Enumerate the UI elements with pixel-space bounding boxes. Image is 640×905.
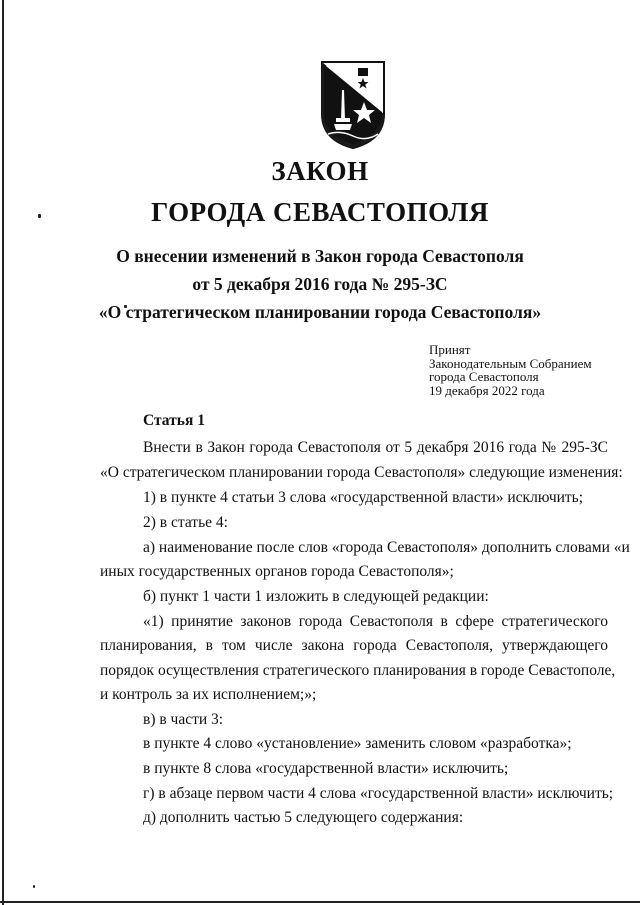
body-line: планирования, в том числе закона города Севастополя, утверждающего <box>100 637 608 654</box>
body-line: «1) принятие законов города Севастополя в сфере стратегического <box>143 613 608 630</box>
scan-speck <box>33 885 35 888</box>
body-line: г) в абзаце первом части 4 слова «государственной власти» исключить; <box>143 785 614 802</box>
body-line: Внести в Закон города Севастополя от 5 декабря 2016 года № 295-ЗС <box>143 439 608 456</box>
body-line: порядок осуществления стратегического планирования в городе Севастополе, <box>100 662 616 679</box>
body-line: б) пункт 1 части 1 изложить в следующей редакции: <box>143 588 489 605</box>
body-line: д) дополнить частью 5 следующего содержания: <box>143 809 464 826</box>
adoption-line: Законодательным Собранием <box>429 355 592 371</box>
scan-border-bottom <box>0 901 640 903</box>
sevastopol-coat-of-arms-icon <box>320 60 386 150</box>
subtitle-line-2: от 5 декабря 2016 года № 295-ЗС <box>192 274 448 294</box>
body-line: 1) в пункте 4 статьи 3 слова «государственной власти» исключить; <box>143 489 584 506</box>
body-line: а) наименование после слов «города Севастополя» дополнить словами «и <box>143 539 630 556</box>
scan-border-left <box>2 0 4 905</box>
body-line: в) в части 3: <box>143 711 224 728</box>
subtitle-line-1: О внесении изменений в Закон города Севастополя <box>116 246 524 266</box>
body-line: в пункте 4 слово «установление» заменить словом «разработка»; <box>143 735 572 752</box>
body-line: 2) в статье 4: <box>143 514 228 531</box>
city-title: ГОРОДА СЕВАСТОПОЛЯ <box>151 197 489 227</box>
adoption-line: Принят <box>429 342 471 357</box>
adoption-note <box>429 343 629 397</box>
body-line: в пункте 8 слова «государственной власти» исключить; <box>143 760 509 777</box>
adoption-line: города Севастополя <box>429 369 539 384</box>
adoption-date: 19 декабря 2022 года <box>429 382 545 398</box>
body-line: иных государственных органов города Севастополя»; <box>100 563 454 580</box>
subtitle-line-3: «О стратегическом планировании города Севастополя» <box>98 302 542 322</box>
body-line: и контроль за их исполнением;»; <box>100 686 317 703</box>
body-line: «О стратегическом планировании города Севастополя» следующие изменения: <box>100 464 623 481</box>
law-title: ЗАКОН <box>271 156 369 186</box>
article-heading: Статья 1 <box>143 412 205 429</box>
